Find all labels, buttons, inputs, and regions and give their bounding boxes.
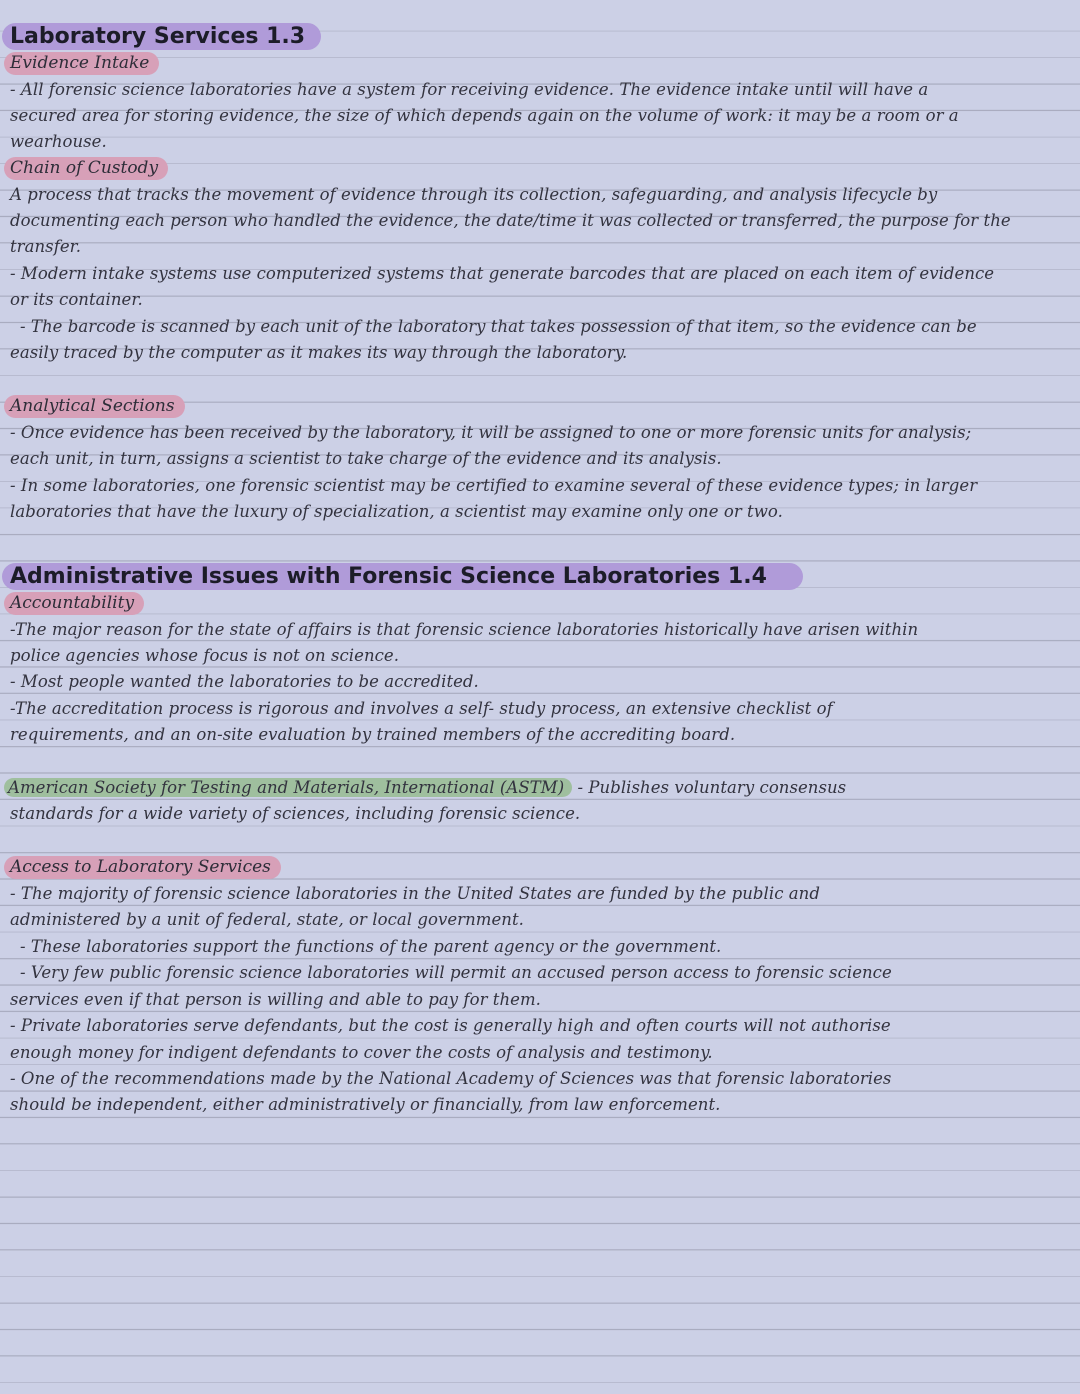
text-line: - Very few public forensic science laboratories will permit an accused person access to forensic science	[20, 963, 892, 982]
text-line: administered by a unit of federal, state, or local government.	[10, 910, 524, 929]
text-line: - Modern intake systems use computerized systems that generate barcodes that are placed on each item of evidence	[10, 264, 995, 283]
section-title-laboratory-services: Laboratory Services 1.3	[2, 23, 321, 50]
heading-access-to-laboratory-services: Access to Laboratory Services	[4, 856, 281, 879]
text-line: -The accreditation process is rigorous and involves a self- study process, an extensive checklist of	[10, 699, 833, 718]
text-line: - Private laboratories serve defendants, but the cost is generally high and often courts will not authorise	[10, 1016, 891, 1035]
heading-accountability: Accountability	[4, 592, 144, 615]
text-line: or its container.	[10, 290, 143, 309]
astm-term-highlight: American Society for Testing and Materials, International (ASTM)	[4, 778, 572, 797]
text-line: requirements, and an on-site evaluation by trained members of the accrediting board.	[10, 725, 736, 744]
heading-evidence-intake: Evidence Intake	[4, 52, 159, 75]
text-line: - Most people wanted the laboratories to be accredited.	[10, 672, 479, 691]
text-line: - The barcode is scanned by each unit of the laboratory that takes possession of that item, so the evidence can be	[20, 317, 977, 336]
text-line: - Once evidence has been received by the laboratory, it will be assigned to one or more forensic units for analysis;	[10, 423, 972, 442]
astm-definition-line	[10, 775, 846, 801]
text-line: services even if that person is willing and able to pay for them.	[10, 990, 541, 1009]
text-line: A process that tracks the movement of evidence through its collection, safeguarding, and analysis lifecycle by	[10, 185, 938, 204]
text-line: - All forensic science laboratories have a system for receiving evidence. The evidence intake until will have a	[10, 80, 929, 99]
text-line: easily traced by the computer as it makes its way through the laboratory.	[10, 343, 628, 362]
text-line: transfer.	[10, 237, 82, 256]
heading-chain-of-custody: Chain of Custody	[4, 157, 168, 180]
text-line: - These laboratories support the functions of the parent agency or the government.	[20, 937, 722, 956]
text-line: wearhouse.	[10, 132, 107, 151]
text-line: laboratories that have the luxury of specialization, a scientist may examine only one or two.	[10, 502, 783, 521]
text-line: standards for a wide variety of sciences, including forensic science.	[10, 804, 581, 823]
text-line: police agencies whose focus is not on science.	[10, 646, 400, 665]
text-line: - One of the recommendations made by the National Academy of Sciences was that forensic laboratories	[10, 1069, 892, 1088]
astm-definition: - Publishes voluntary consensus	[572, 778, 847, 797]
text-line: enough money for indigent defendants to cover the costs of analysis and testimony.	[10, 1043, 713, 1062]
text-line: secured area for storing evidence, the size of which depends again on the volume of work: it may be a room or a	[10, 106, 959, 125]
text-line: should be independent, either administratively or financially, from law enforcement.	[10, 1095, 721, 1114]
text-line: - In some laboratories, one forensic scientist may be certified to examine several of these evidence types; in larger	[10, 476, 978, 495]
text-line: - The majority of forensic science laboratories in the United States are funded by the public and	[10, 884, 820, 903]
text-line: documenting each person who handled the evidence, the date/time it was collected or transferred, the purpose for the	[10, 211, 1011, 230]
text-line: -The major reason for the state of affairs is that forensic science laboratories historically have arisen within	[10, 620, 919, 639]
text-line: each unit, in turn, assigns a scientist to take charge of the evidence and its analysis.	[10, 449, 722, 468]
heading-analytical-sections: Analytical Sections	[4, 395, 185, 418]
section-title-administrative-issues: Administrative Issues with Forensic Science Laboratories 1.4	[2, 563, 803, 590]
